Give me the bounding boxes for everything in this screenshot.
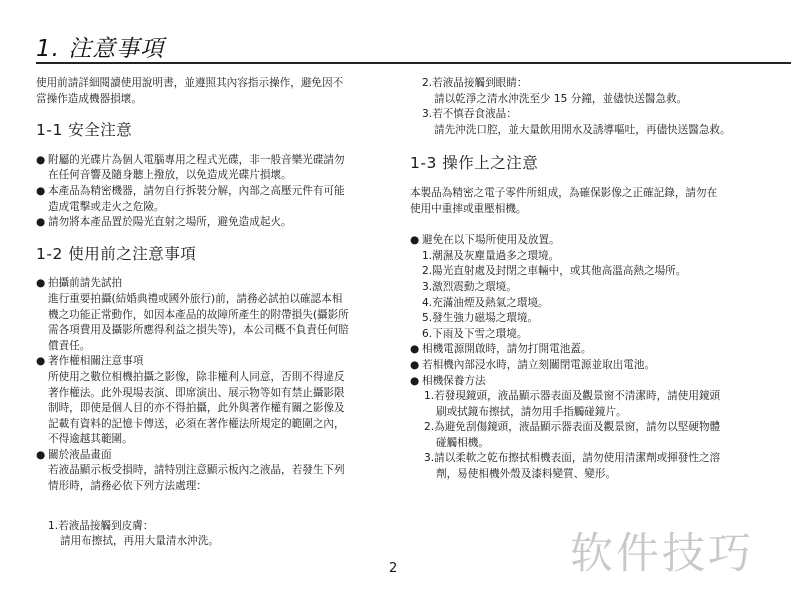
- bullet-heading: 避免在以下場所使用及放置。: [422, 234, 560, 247]
- bullet-text: 若相機內部浸水時，請立刻關閉電源並取出電池。: [422, 358, 656, 371]
- bullet-heading: 拍攝前請先試拍: [48, 277, 123, 290]
- bullet-heading: 相機保養方法: [422, 374, 486, 387]
- list-item: 1.潮濕及灰塵量過多之環境。: [422, 249, 560, 262]
- bullet-text: 本產品為精密機器，請勿自行拆裝分解，內部之高壓元件有可能: [48, 184, 345, 197]
- avoid-list: [410, 249, 770, 343]
- bullet-text: 附屬的光碟片為個人電腦專用之程式光碟，非一般音樂光碟請勿: [48, 153, 345, 166]
- step-number: 3.: [422, 108, 433, 121]
- bullet-dot-icon: ●: [410, 358, 420, 371]
- bullet-heading: 著作權相關注意事項: [48, 355, 144, 368]
- body-line: 償責任。: [48, 339, 91, 352]
- body-line: 所使用之數位相機拍攝之影像，除非權利人同意，否則不得違反: [48, 370, 345, 383]
- list-item: 3.請以柔軟之乾布擦拭相機表面，請勿使用清潔劑或揮發性之溶: [424, 452, 721, 465]
- body-line: 若液晶顯示板受損時，請特別注意顯示板內之液晶，若發生下列: [48, 464, 345, 477]
- bullet-text: 在任何音響及隨身聽上撥放，以免造成光碟片損壞。: [48, 169, 292, 182]
- lcd-step-2-detail: 請以乾淨之清水沖洗至少 15 分鐘，並儘快送醫急救。: [434, 92, 688, 105]
- intro-line: 使用中重摔或重壓相機。: [410, 202, 527, 215]
- title-rule: [36, 62, 791, 64]
- lcd-step-1: [36, 519, 388, 535]
- body-line: 制時，即使是個人目的亦不得拍攝，此外與著作權有關之影像及: [48, 402, 345, 415]
- bullet-dot-icon: ●: [410, 343, 420, 356]
- section-heading-1-2: 1-2 使用前之注意事項: [36, 244, 197, 263]
- safety-bullet: [36, 184, 388, 215]
- body-line: 不得逾越其範圍。: [48, 433, 133, 446]
- bullet-text: 造成電擊或走火之危險。: [48, 200, 165, 213]
- bullet-dot-icon: ●: [36, 184, 46, 197]
- body-line: 機之功能正常動作，如因本產品的故障所產生的附帶損失(攝影所: [48, 308, 349, 321]
- lcd-step-3: [410, 107, 770, 123]
- list-item: 2.陽光直射處及封閉之車輛中，或其他高溫高熱之場所。: [422, 265, 687, 278]
- section-heading-1-3: 1-3 操作上之注意: [410, 154, 539, 173]
- body-line: 進行重要拍攝(結婚典禮或國外旅行)前，請務必試拍以確認本相: [48, 292, 343, 305]
- copyright-body: [36, 370, 388, 448]
- list-item: 劑，易使相機外殼及漆料變質、變形。: [436, 468, 617, 481]
- bullet-text: 相機電源開啟時，請勿打開電池蓋。: [422, 343, 592, 356]
- bullet-dot-icon: ●: [36, 216, 46, 229]
- body-line: 著作權法。此外現場表演、即席演出、展示物等如有禁止攝影限: [48, 386, 345, 399]
- bullet-dot-icon: ●: [36, 153, 46, 166]
- bullet-text: 請勿將本產品置於陽光直射之場所，避免造成起火。: [48, 216, 292, 229]
- care-item: [410, 389, 770, 420]
- copyright-bullet: [36, 354, 388, 370]
- pretest-body: [36, 292, 388, 354]
- page-title: 1. 注意事項: [36, 36, 165, 62]
- step-text: 若液晶接觸到眼睛：: [432, 77, 528, 89]
- battery-bullet: [410, 342, 770, 358]
- safety-bullet: [36, 215, 388, 231]
- intro-line: 使用前請詳細閱讀使用說明書，並遵照其內容指示操作，避免因不: [36, 77, 344, 89]
- step-text: 若液晶接觸到皮膚：: [58, 519, 154, 532]
- page-number: 2: [389, 561, 398, 576]
- operation-intro: [410, 186, 770, 217]
- intro-line: 當操作造成機器損壞。: [36, 92, 142, 105]
- list-item: 碰觸相機。: [436, 436, 489, 449]
- list-item: 5.發生強力磁場之環境。: [422, 312, 539, 325]
- bullet-dot-icon: ●: [36, 277, 46, 290]
- bullet-dot-icon: ●: [36, 448, 46, 461]
- lcd-step-2: [410, 76, 770, 92]
- list-item: 4.充滿油煙及熱氣之環境。: [422, 296, 549, 309]
- bullet-dot-icon: ●: [410, 234, 420, 247]
- bullet-dot-icon: ●: [410, 374, 420, 387]
- intro-paragraph: [36, 76, 388, 107]
- body-line: 記載有資料的記憶卡傳送，必須在著作權法所規定的範圍之內，: [48, 417, 345, 430]
- water-bullet: [410, 358, 770, 374]
- avoid-bullet: [410, 233, 770, 249]
- body-line: 需各項費用及攝影所應得利益之損失等)，本公司概不負責任何賠: [48, 324, 349, 337]
- care-bullet: [410, 374, 770, 390]
- list-item: 2.為避免刮傷鏡頭，液晶顯示器表面及觀景窗，請勿以堅硬物體: [424, 421, 721, 434]
- safety-bullet: [36, 153, 388, 184]
- step-number: 2.: [422, 77, 433, 89]
- right-column: [410, 76, 770, 483]
- lcd-step-1-detail: 請用布擦拭，再用大量清水沖洗。: [60, 535, 219, 548]
- list-item: 刷或拭鏡布擦拭，請勿用手指觸碰鏡片。: [436, 405, 627, 418]
- lcd-step-3-detail: 請先沖洗口腔，並大量飲用開水及誘導嘔吐，再儘快送醫急救。: [434, 123, 731, 136]
- care-item: [410, 451, 770, 482]
- list-item: 6.下雨及下雪之環境。: [422, 327, 528, 340]
- bullet-heading: 關於液晶畫面: [48, 448, 112, 461]
- spacer: [36, 495, 388, 511]
- body-line: 情形時，請務必依下列方法處理：: [48, 480, 207, 493]
- spacer: [36, 511, 388, 519]
- care-item: [410, 420, 770, 451]
- bullet-dot-icon: ●: [36, 355, 46, 368]
- lcd-body: [36, 463, 388, 494]
- section-heading-1-1: 1-1 安全注意: [36, 121, 133, 140]
- step-number: 1.: [48, 519, 59, 532]
- lcd-bullet: [36, 448, 388, 464]
- list-item: 1.若發現鏡頭，液晶顯示器表面及觀景窗不清潔時，請使用鏡頭: [424, 390, 721, 403]
- intro-line: 本製品為精密之電子零件所組成，為確保影像之正確記錄，請勿在: [410, 186, 718, 199]
- pretest-bullet: [36, 276, 388, 292]
- step-text: 若不慎吞食液晶：: [432, 108, 517, 121]
- spacer: [410, 217, 770, 233]
- list-item: 3.激烈震動之環境。: [422, 280, 517, 293]
- left-column: [36, 76, 388, 550]
- watermark: 软件技巧: [570, 529, 754, 579]
